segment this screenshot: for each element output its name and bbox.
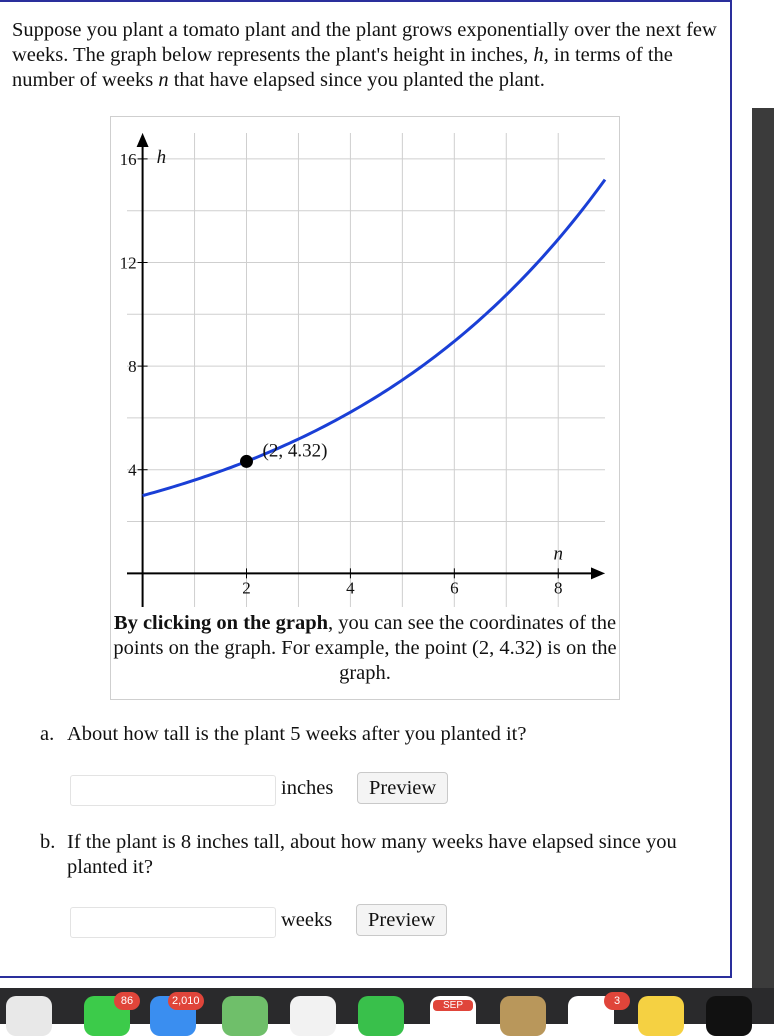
question-a-letter: a. bbox=[40, 723, 55, 745]
calendar-month-label: SEP bbox=[433, 1000, 473, 1011]
facetime-icon[interactable] bbox=[358, 996, 404, 1036]
adjacent-window-edge bbox=[752, 108, 774, 988]
answer-b-input[interactable] bbox=[70, 907, 276, 938]
variable-h: h bbox=[533, 44, 544, 66]
answer-a-input[interactable] bbox=[70, 775, 276, 806]
graph-panel[interactable] bbox=[110, 116, 620, 700]
graph-caption bbox=[111, 611, 619, 686]
dock-badge: 2,010 bbox=[168, 992, 204, 1010]
maps-icon[interactable] bbox=[222, 996, 268, 1036]
highlight-point bbox=[240, 455, 253, 468]
question-a-text: About how tall is the plant 5 weeks after you planted it? bbox=[67, 723, 527, 745]
x-tick-label: 4 bbox=[346, 578, 355, 598]
reminders-icon[interactable] bbox=[568, 995, 621, 1036]
messages-icon[interactable] bbox=[84, 995, 134, 1036]
y-axis-arrow bbox=[137, 133, 149, 147]
y-tick-label: 12 bbox=[119, 253, 137, 273]
finder-icon[interactable] bbox=[500, 996, 546, 1036]
y-tick-label: 16 bbox=[119, 149, 137, 169]
exponential-graph[interactable] bbox=[111, 117, 619, 607]
intro-text-1: Suppose you plant a tomato plant and the plant grows exponentially over the next few weeks. The graph below represents the plant's height in inches, bbox=[12, 19, 717, 66]
highlight-point-label: (2, 4.32) bbox=[262, 440, 328, 462]
x-axis-label: n bbox=[553, 543, 563, 565]
x-tick-label: 2 bbox=[242, 578, 251, 598]
answer-b-unit: weeks bbox=[281, 909, 333, 931]
intro-text-3: that have elapsed since you planted the plant. bbox=[168, 69, 545, 91]
notes-icon[interactable] bbox=[638, 996, 684, 1036]
caption-text: , you can see the coordinates of the points on the graph. For example, the point (2, 4.32) is on the graph. bbox=[113, 612, 617, 684]
x-tick-label: 8 bbox=[553, 578, 563, 598]
photos-icon[interactable] bbox=[290, 996, 336, 1036]
growth-curve bbox=[143, 180, 605, 496]
variable-n: n bbox=[158, 69, 169, 91]
chrome-icon[interactable] bbox=[6, 996, 52, 1036]
mail-icon[interactable] bbox=[150, 995, 200, 1036]
question-b-text: If the plant is 8 inches tall, about how many weeks have elapsed since you planted it? bbox=[67, 831, 677, 878]
y-tick-label: 8 bbox=[128, 357, 137, 377]
preview-a-button[interactable]: Preview bbox=[357, 772, 448, 804]
problem-statement bbox=[12, 18, 722, 93]
y-tick-label: 4 bbox=[128, 460, 137, 480]
caption-bold-text: By clicking on the graph bbox=[113, 612, 329, 634]
intro-text-2: , in terms of the number of weeks bbox=[12, 44, 673, 91]
y-axis-label: h bbox=[156, 146, 167, 168]
question-b-letter: b. bbox=[40, 831, 56, 853]
calendar-icon[interactable] bbox=[430, 996, 476, 1036]
tv-icon[interactable] bbox=[706, 996, 752, 1036]
frame-right-border bbox=[730, 0, 732, 978]
frame-bottom-border bbox=[0, 976, 732, 978]
dock bbox=[0, 988, 774, 1024]
x-axis-arrow bbox=[591, 567, 605, 579]
preview-b-button[interactable]: Preview bbox=[356, 904, 447, 936]
answer-a-unit: inches bbox=[281, 777, 334, 799]
x-tick-label: 6 bbox=[450, 578, 459, 598]
dock-badge: 3 bbox=[604, 992, 630, 1010]
dock-badge: 86 bbox=[114, 992, 140, 1010]
frame-top-border bbox=[0, 0, 732, 2]
